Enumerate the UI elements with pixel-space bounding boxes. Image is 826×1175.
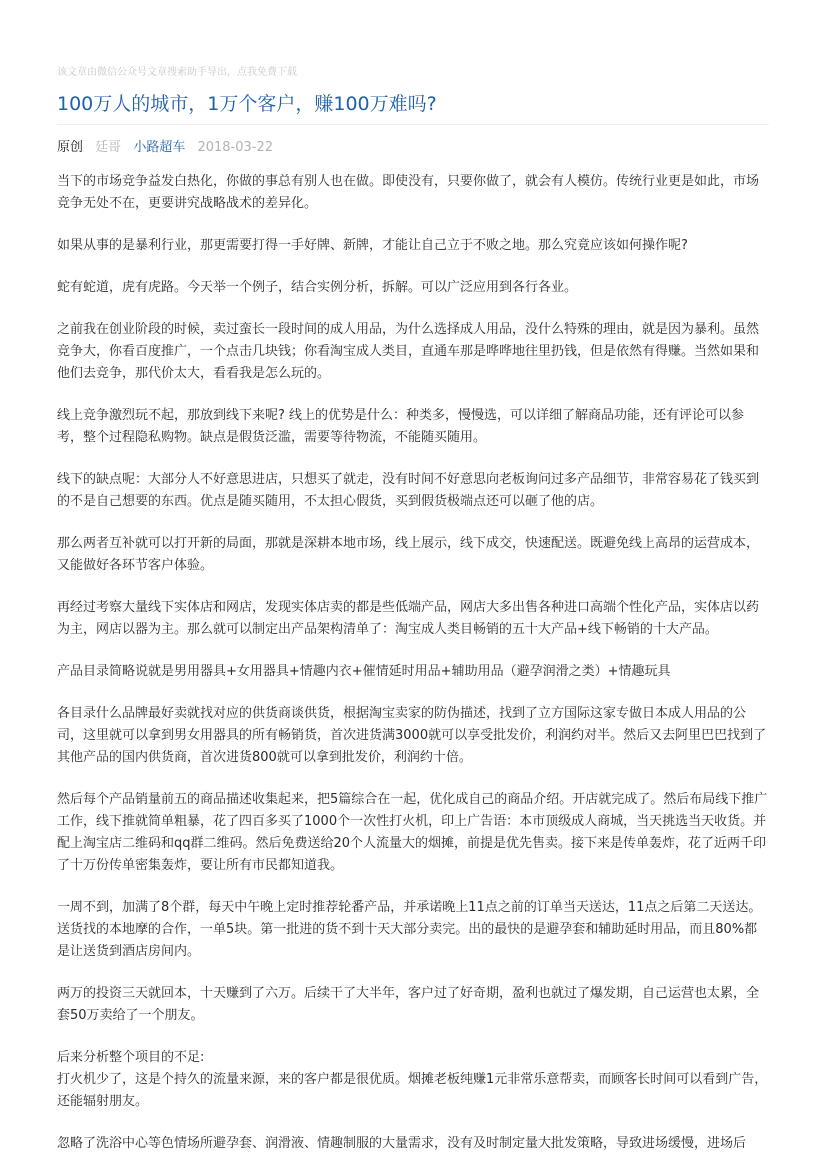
paragraph: 再经过考察大量线下实体店和网店，发现实体店卖的都是些低端产品，网店大多出售各种进口高端个性化产品，实体店以药为主，网店以器为主。那么就可以制定出产品架构清单了：淘宝成人类目畅销的五十大产品+线下畅销的十大产品。	[57, 600, 760, 637]
paragraph: 然后每个产品销量前五的商品描述收集起来，把5篇综合在一起，优化成自己的商品介绍。开店就完成了。然后布局线下推广工作，线下推就简单粗暴，花了四百多买了1000个一次性打火机，印上广告语：本市顶级成人商城，当天挑选当天收货。并配上淘宝店二维码和qq群二维码。然后免费送给20个人流量大的烟摊，前提是优先售卖。接下来是传单轰炸，花了近两千印了十万份传单密集轰炸，要让所有市民都知道我。	[57, 792, 768, 873]
export-notice-link[interactable]: 该文章由微信公众号文章搜索助手导出，点我免费下载	[57, 67, 297, 78]
paragraph: 之前我在创业阶段的时候，卖过蛮长一段时间的成人用品，为什么选择成人用品，没什么特殊的理由，就是因为暴利。虽然竞争大，你看百度推广，一个点击几块钱；你看淘宝成人类目，直通车那是哗哗地往里扔钱，但是依然有得赚。当然如果和他们去竞争，那代价太大，看看我是怎么玩的。	[57, 322, 760, 381]
paragraph: 各目录什么品牌最好卖就找对应的供货商谈供货，根据淘宝卖家的防伪描述，找到了立方国际这家专做日本成人用品的公司，这里就可以拿到男女用器具的所有畅销货，首次进货满3000就可以享受批发价，利润约对半。然后又去阿里巴巴找到了其他产品的国内供货商，首次进货800就可以拿到批发价，利润约十倍。	[57, 706, 767, 765]
author-name: 廷哥	[95, 140, 122, 155]
paragraph: 线上竞争激烈玩不起，那放到线下来呢? 线上的优势是什么：种类多，慢慢选，可以详细了解商品功能，还有评论可以参考，整个过程隐私购物。缺点是假货泛滥，需要等待物流，不能随买随用。	[57, 408, 745, 445]
shortfall-heading: 后来分析整个项目的不足:	[57, 1050, 205, 1065]
original-badge: 原创	[57, 140, 84, 155]
shortfall-item: 打火机少了，这是个持久的流量来源，来的客户都是很优质。烟摊老板纯赚1元非常乐意帮卖，而顾客长时间可以看到广告，还能辐射朋友。	[57, 1072, 768, 1109]
article-title: 100万人的城市，1万个客户，赚100万难吗?	[57, 93, 437, 115]
title-divider	[57, 124, 769, 125]
paragraph: 线下的缺点呢：大部分人不好意思进店，只想买了就走，没有时间不好意思向老板询问过多产品细节，非常容易花了钱买到的不是自己想要的东西。优点是随买随用，不太担心假货，买到假货极端点还可以砸了他的店。	[57, 472, 760, 509]
article-body	[57, 171, 769, 1175]
publish-date: 2018-03-22	[197, 140, 274, 155]
shortfall-item: 忽略了洗浴中心等色情场所避孕套、润滑液、情趣制服的大量需求，没有及时制定量大批发策略，导致进场缓慢，进场后	[57, 1136, 747, 1151]
account-link[interactable]: 小路超车	[133, 140, 186, 155]
paragraph: 当下的市场竞争益发白热化，你做的事总有别人也在做。即使没有，只要你做了，就会有人模仿。传统行业更是如此，市场竞争无处不在，更要讲究战略战术的差异化。	[57, 174, 760, 211]
paragraph: 蛇有蛇道，虎有虎路。今天举一个例子，结合实例分析，拆解。可以广泛应用到各行各业。	[57, 280, 578, 295]
paragraph: 一周不到，加满了8个群，每天中午晚上定时推荐轮番产品，并承诺晚上11点之前的订单当天送达，11点之后第二天送达。送货找的本地摩的合作，一单5块。第一批进的货不到十天大部分卖完。出的最快的是避孕套和辅助延时用品，而且80%都是让送货到酒店房间内。	[57, 900, 762, 959]
paragraph: 如果从事的是暴利行业，那更需要打得一手好牌、新牌，才能让自己立于不败之地。那么究竟应该如何操作呢?	[57, 238, 688, 253]
paragraph: 两万的投资三天就回本，十天赚到了六万。后续干了大半年，客户过了好奇期，盈利也就过了爆发期，自己运营也太累，全套50万卖给了一个朋友。	[57, 986, 760, 1023]
paragraph: 那么两者互补就可以打开新的局面，那就是深耕本地市场，线上展示，线下成交，快速配送。既避免线上高昂的运营成本，又能做好各环节客户体验。	[57, 536, 760, 573]
article-meta	[57, 139, 281, 157]
paragraph: 产品目录简略说就是男用器具+女用器具+情趣内衣+催情延时用品+辅助用品（避孕润滑之类）+情趣玩具	[57, 664, 671, 679]
